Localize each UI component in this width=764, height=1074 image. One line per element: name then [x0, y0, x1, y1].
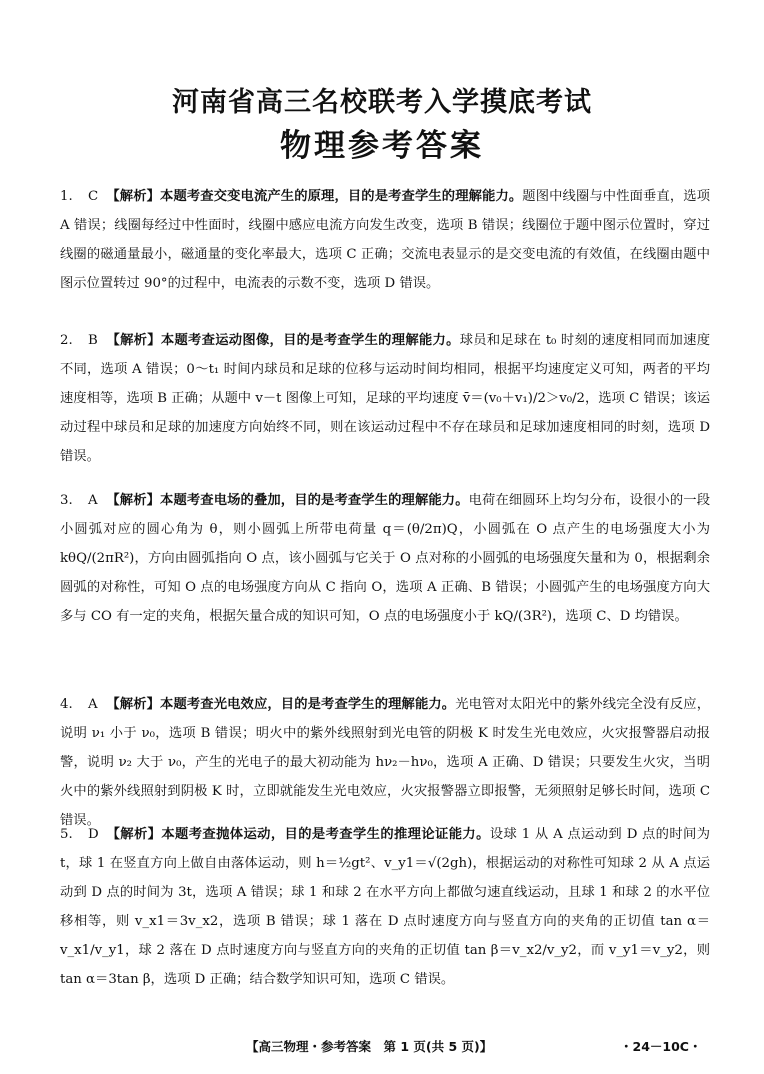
question-number: 2. — [60, 333, 73, 348]
question-body: 球员和足球在 t₀ 时刻的速度相同而加速度不同，选项 A 错误；0～t₁ 时间内球员和足球的位移与运动时间均相同，根据平均速度定义可知，两者的平均速度相等，选项 B 正确；从题中 v－t 图像上可知，足球的平均速度 v̄＝(v₀＋v₁)/2＞v₀/2，选项 C 错误；该运动过程中球员和足球的加速度方向始终不同，则在该运动过程中不存在球员和足球加速度相同的时刻，选项 D 错误。 — [60, 333, 711, 464]
question-number: 3. — [60, 493, 73, 508]
question-body: 题图中线圈与中性面垂直，选项 A 错误；线圈每经过中性面时，线圈中感应电流方向发生改变，选项 B 错误；线圈位于题中图示位置时，穿过线圈的磁通量最小，磁通量的变化率最大，选项 C 正确；交流电表显示的是交变电流的有效值，在线圈由题中图示位置转过 90°的过程中，电流表的示数不变，选项 D 错误。 — [60, 189, 711, 291]
question-lead: 本题考查光电效应，目的是考查学生的理解能力。 — [160, 697, 456, 712]
question-number: 1. — [60, 189, 73, 204]
analysis-tag: 【解析】 — [106, 333, 161, 348]
analysis-tag: 【解析】 — [106, 827, 162, 842]
question-answer: C — [88, 189, 99, 204]
question-answer: B — [88, 333, 98, 348]
question-lead: 本题考查电场的叠加，目的是考查学生的理解能力。 — [160, 493, 469, 508]
question-body: 光电管对太阳光中的紫外线完全没有反应，说明 ν₁ 小于 ν₀，选项 B 错误；明火中的紫外线照射到光电管的阴极 K 时发生光电效应，火灾报警器启动报警，说明 ν₂ 大于 ν₀，产生的光电子的最大初动能为 hν₂－hν₀，选项 A 正确、D 错误；只要发生火灾，当明火中的紫外线照射到阴极 K 时，立即就能发生光电效应，火灾报警器立即报警，无须照射足够长时间，选项 C 错误。 — [60, 697, 711, 828]
question-body: 电荷在细圆环上均匀分布，设很小的一段小圆弧对应的圆心角为 θ，则小圆弧上所带电荷量 q＝(θ/2π)Q，小圆弧在 O 点产生的电场强度大小为 kθQ/(2πR²)，方向由圆弧指向 O 点，该小圆弧与它关于 O 点对称的小圆弧的电场强度矢量和为 0，根据剩余圆弧的对称性，可知 O 点的电场强度方向从 C 指向 O，选项 A 正确、B 错误；小圆弧产生的电场强度方向大多与 CO 有一定的夹角，根据矢量合成的知识可知，O 点的电场强度小于 kQ/(3R²)，选项 C、D 均错误。 — [60, 493, 711, 624]
analysis-tag: 【解析】 — [106, 493, 161, 508]
question-number: 5. — [60, 827, 73, 842]
exam-title: 河南省高三名校联考入学摸底考试 — [172, 87, 592, 118]
question-lead: 本题考查运动图像，目的是考查学生的理解能力。 — [160, 333, 460, 348]
question-answer: A — [88, 697, 98, 712]
footer-exam-code: ・24－10C・ — [620, 1039, 702, 1054]
question-lead: 本题考查抛体运动，目的是考查学生的推理论证能力。 — [161, 827, 490, 842]
question-2 — [60, 326, 710, 471]
question-lead: 本题考查交变电流产生的原理，目的是考查学生的理解能力。 — [160, 189, 523, 204]
question-1 — [60, 182, 710, 298]
question-4 — [60, 690, 710, 835]
footer-page-info: 【高三物理・参考答案 第 1 页(共 5 页)】 — [246, 1039, 493, 1054]
question-number: 4. — [60, 697, 73, 712]
question-3 — [60, 486, 710, 631]
question-5 — [60, 820, 710, 994]
question-body: 设球 1 从 A 点运动到 D 点的时间为 t，球 1 在竖直方向上做自由落体运动，则 h＝½gt²、v_y1＝√(2gh)，根据运动的对称性可知球 2 从 A 点运动到 D 点的时间为 3t，选项 A 错误；球 1 和球 2 在水平方向上都做匀速直线运动，且球 1 和球 2 的水平位移相等，则 v_x1＝3v_x2，选项 B 错误；球 1 落在 D 点时速度方向与竖直方向的夹角的正切值 tan α＝v_x1/v_y1，球 2 落在 D 点时速度方向与竖直方向的夹角的正切值 tan β＝v_x2/v_y2，而 v_y1＝v_y2，则 tan α＝3tan β，选项 D 正确；结合数学知识可知，选项 C 错误。 — [60, 827, 711, 987]
question-answer: A — [88, 493, 98, 508]
analysis-tag: 【解析】 — [106, 697, 161, 712]
answer-key-title: 物理参考答案 — [280, 128, 484, 164]
analysis-tag: 【解析】 — [106, 189, 161, 204]
question-answer: D — [88, 827, 99, 842]
